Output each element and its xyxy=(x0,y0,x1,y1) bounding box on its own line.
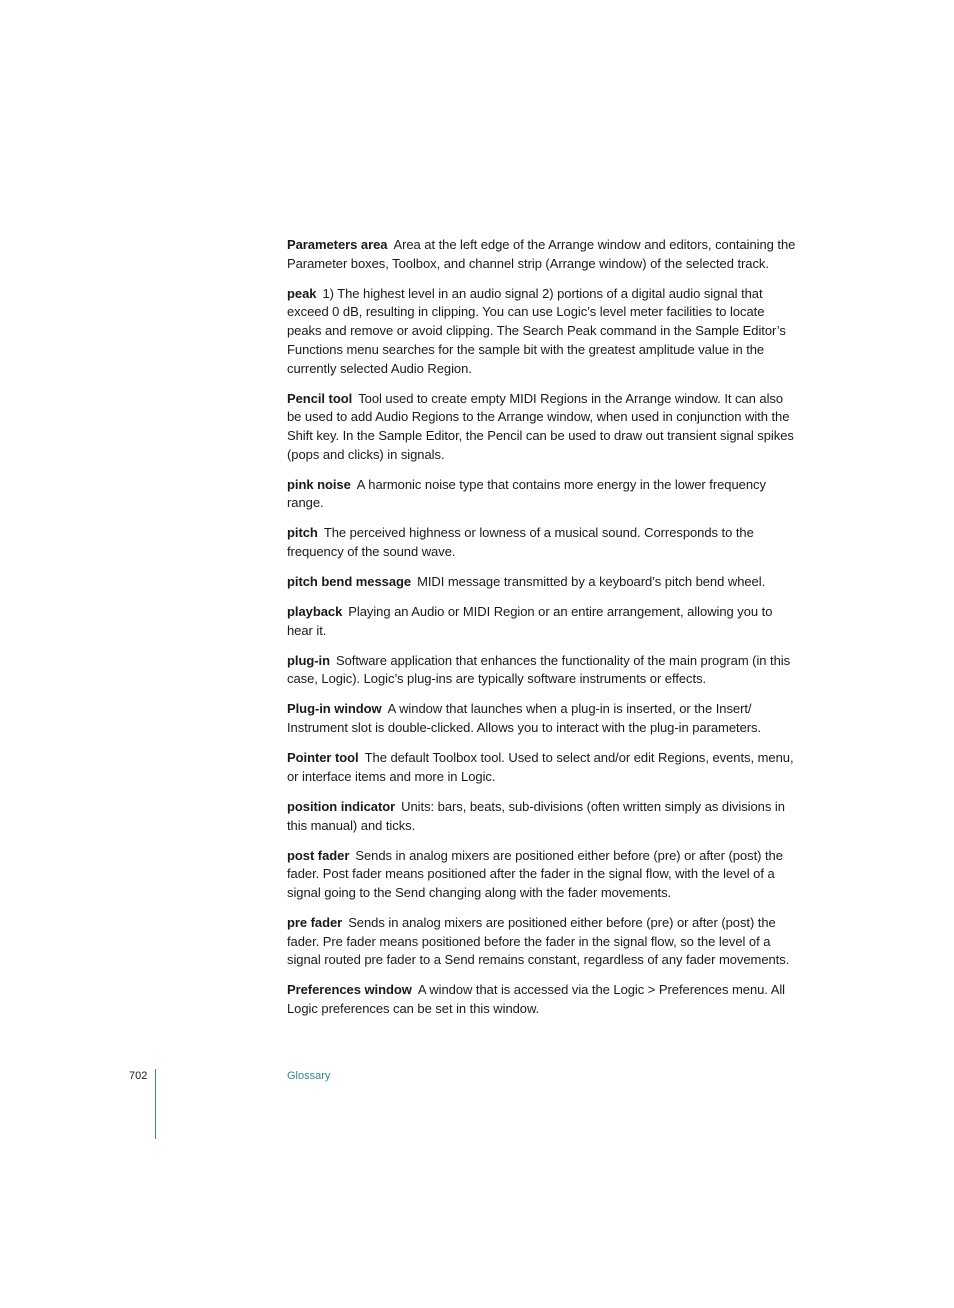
glossary-entry xyxy=(287,476,799,513)
glossary-definition: A window that launches when a plug-in is inserted, or the Insert/ Instrument slot is double-clicked. Allows you to interact with the plug-in parameters. xyxy=(287,701,762,736)
glossary-definition: Area at the left edge of the Arrange window and editors, containing the Parameter boxes, Toolbox, and channel strip (Arrange window) of the selected track. xyxy=(287,237,796,271)
glossary-term: pitch xyxy=(287,525,318,541)
glossary-term: plug-in xyxy=(287,652,330,668)
glossary-entry xyxy=(287,285,799,379)
page-number: 702 xyxy=(129,1070,148,1082)
glossary-definition: A window that is accessed via the Logic > Preferences menu. All Logic preferences can be set in this window. xyxy=(287,982,786,1017)
glossary-entry xyxy=(287,236,799,273)
glossary-entry xyxy=(287,749,799,786)
glossary-definition: Sends in analog mixers are positioned either before (pre) or after (post) the fader. Post fader means positioned after the fader in the signal flow, with the level of a signal going to the Send changing along with the fader movements. xyxy=(287,847,783,900)
glossary-term: peak xyxy=(287,285,317,301)
section-title: Glossary xyxy=(287,1070,331,1082)
glossary-entry xyxy=(287,390,799,465)
glossary-term: pink noise xyxy=(287,476,351,492)
glossary-term: pitch bend message xyxy=(287,574,412,590)
glossary-term: Pointer tool xyxy=(287,750,359,766)
glossary-definition: Units: bars, beats, sub-divisions (often written simply as divisions in this manual) and ticks. xyxy=(287,798,785,833)
glossary-entry xyxy=(287,847,799,903)
footer-divider xyxy=(155,1069,156,1139)
glossary-term: Preferences window xyxy=(287,982,412,998)
glossary-definition: MIDI message transmitted by a keyboard’s pitch bend wheel. xyxy=(417,574,766,590)
glossary-entry xyxy=(287,700,799,737)
glossary-definition: Software application that enhances the functionality of the main program (in this case, Logic). Logic’s plug-ins are typically software instruments or effects. xyxy=(287,652,791,687)
glossary-definition: Tool used to create empty MIDI Regions in the Arrange window. It can also be used to add Audio Regions to the Arrange window, when used in conjunction with the Shift key. In the Sample Editor, the Pencil can be used to draw out transient signal spikes (pops and clicks) in signals. xyxy=(287,390,794,462)
glossary-term: pre fader xyxy=(287,914,343,930)
glossary-entry xyxy=(287,652,799,689)
glossary-term: Pencil tool xyxy=(287,390,353,406)
glossary-entry xyxy=(287,914,799,970)
glossary-entry xyxy=(287,573,799,592)
glossary-entry xyxy=(287,524,799,561)
glossary-entry xyxy=(287,798,799,835)
glossary-definition: Sends in analog mixers are positioned either before (pre) or after (post) the fader. Pre fader means positioned before the fader in the signal flow, so the level of a signal routed pre fader to a Send remains constant, regardless of any fader movements. xyxy=(287,914,790,968)
glossary-definition: A harmonic noise type that contains more energy in the lower frequency range. xyxy=(287,476,766,511)
glossary-term: Plug-in window xyxy=(287,701,382,717)
glossary-term: position indicator xyxy=(287,798,396,814)
glossary-term: post fader xyxy=(287,847,350,863)
glossary-entry xyxy=(287,603,799,640)
glossary-entries xyxy=(287,236,799,1030)
glossary-definition: 1) The highest level in an audio signal 2) portions of a digital audio signal that exceed 0 dB, resulting in clipping. You can use Logic’s level meter facilities to locate peaks and remove or avoid clipping. The Search Peak command in the Sample Editor’s Functions menu searches for the sample bit with the greatest amplitude value in the currently selected Audio Region. xyxy=(287,285,786,376)
glossary-entry xyxy=(287,981,799,1018)
glossary-definition: Playing an Audio or MIDI Region or an entire arrangement, allowing you to hear it. xyxy=(287,604,773,638)
glossary-term: playback xyxy=(287,604,343,620)
glossary-definition: The default Toolbox tool. Used to select and/or edit Regions, events, menu, or interface items and more in Logic. xyxy=(287,750,794,784)
glossary-definition: The perceived highness or lowness of a musical sound. Corresponds to the frequency of the sound wave. xyxy=(287,525,754,560)
glossary-term: Parameters area xyxy=(287,237,388,252)
